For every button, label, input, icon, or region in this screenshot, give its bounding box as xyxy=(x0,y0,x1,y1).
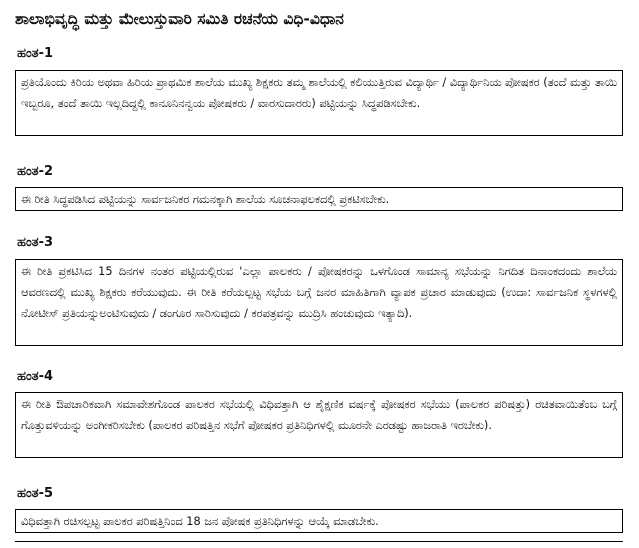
step-5-heading: ಹಂತ-5 xyxy=(17,486,54,501)
step-3-box xyxy=(15,259,623,346)
document-title: ಶಾಲಾಭಿವೃದ್ಧಿ ಮತ್ತು ಮೇಲುಸ್ತುವಾರಿ ಸಮಿತಿ ರಚನೆಯ ವಿಧಿ-ವಿಧಾನ xyxy=(15,10,344,28)
step-2-box xyxy=(15,187,623,211)
step-1-box xyxy=(15,70,623,136)
step-4-text: ಈ ರೀತಿ ಔಪಚಾರಿಕವಾಗಿ ಸಮಾವೇಶಗೊಂಡ ಪಾಲಕರ ಸಭೆಯಲ್ಲಿ ವಿಧಿವತ್ತಾಗಿ ಆ ಶೈಕ್ಷಣಿಕ ವರ್ಷಕ್ಕೆ ಪೋಷಕರ ಸಭೆಯು (ಪಾಲಕರ ಪರಿಷತ್ತು) ರಚಿತವಾಯಿತೆಂಬ ಬಗ್ಗೆ ಗೊತ್ತುವಳಿಯನ್ನು ಅಂಗೀಕರಿಸಬೇಕು (ಪಾಲಕರ ಪರಿಷತ್ತಿನ ಸಭೆಗೆ ಪೋಷಕರ ಪ್ರತಿನಿಧಿಗಳಲ್ಲಿ ಮೂರನೇ ಎರಡಷ್ಟು ಹಾಜರಾತಿ ಇರಬೇಕು). xyxy=(21,398,617,432)
step-1-heading: ಹಂತ-1 xyxy=(17,46,54,61)
step-2-text: ಈ ರೀತಿ ಸಿದ್ಧಪಡಿಸಿದ ಪಟ್ಟಿಯನ್ನು ಸಾರ್ವಜನಿಕರ ಗಮನಕ್ಕಾಗಿ ಶಾಲೆಯ ಸೂಚನಾಫಲಕದಲ್ಲಿ ಪ್ರಕಟಿಸಬೇಕು. xyxy=(21,193,390,206)
step-3-heading: ಹಂತ-3 xyxy=(17,235,54,250)
step-3-text: ಈ ರೀತಿ ಪ್ರಕಟಿಸಿದ 15 ದಿನಗಳ ನಂತರ ಪಟ್ಟಿಯಲ್ಲಿರುವ 'ಎಲ್ಲಾ ಪಾಲಕರು / ಪೋಷಕರನ್ನು ಒಳಗೊಂಡ ಸಾಮಾನ್ಯ ಸಭೆಯನ್ನು ನಿಗದಿತ ದಿನಾಂಕದಂದು ಶಾಲೆಯ ಆವರಣದಲ್ಲಿ ಮುಖ್ಯ ಶಿಕ್ಷಕರು ಕರೆಯುವುದು. ಈ ರೀತಿ ಕರೆಯಲ್ಪಟ್ಟ ಸಭೆಯ ಬಗ್ಗೆ ಜನರ ಮಾಹಿತಿಗಾಗಿ ವ್ಯಾಪಕ ಪ್ರಚಾರ ಮಾಡುವುದು (ಉದಾ: ಸಾರ್ವಜನಿಕ ಸ್ಥಳಗಳಲ್ಲಿ ನೋಟೀಸ್ ಪ್ರತಿಯನ್ನುಅಂಟಿಸುವುದು / ಡಂಗೂರ ಸಾರಿಸುವುದು / ಕರಪತ್ರವನ್ನು ಮುದ್ರಿಸಿ ಹಂಚುವುದು ಇತ್ಯಾದಿ). xyxy=(21,265,617,320)
step-5-text: ವಿಧಿವತ್ತಾಗಿ ರಚಿಸಲ್ಪಟ್ಟ ಪಾಲಕರ ಪರಿಷತ್ತಿನಿಂದ 18 ಜನ ಪೋಷಕ ಪ್ರತಿನಿಧಿಗಳನ್ನು ಆಯ್ಕೆ ಮಾಡಬೇಕು. xyxy=(21,515,379,528)
bottom-rule xyxy=(15,541,623,542)
step-4-heading: ಹಂತ-4 xyxy=(17,369,54,384)
step-1-text: ಪ್ರತಿಯೊಂದು ಕಿರಿಯ ಅಥವಾ ಹಿರಿಯ ಪ್ರಾಥಮಿಕ ಶಾಲೆಯ ಮುಖ್ಯ ಶಿಕ್ಷಕರು ತಮ್ಮ ಶಾಲೆಯಲ್ಲಿ ಕಲಿಯುತ್ತಿರುವ ವಿದ್ಯಾರ್ಥಿ / ವಿದ್ಯಾರ್ಥಿನಿಯ ಪೋಷಕರ (ತಂದೆ ಮತ್ತು ತಾಯಿ ಇಬ್ಬರೂ, ತಂದೆ ತಾಯಿ ಇಲ್ಲದಿದ್ದಲ್ಲಿ ಕಾನೂನಿನನ್ವಯ ಪೋಷಕರು / ವಾರಸುದಾರರು) ಪಟ್ಟಿಯನ್ನು ಸಿದ್ಧಪಡಿಸಬೇಕು. xyxy=(21,76,617,110)
step-5-box xyxy=(15,509,623,533)
step-4-box xyxy=(15,392,623,458)
step-2-heading: ಹಂತ-2 xyxy=(17,164,54,179)
